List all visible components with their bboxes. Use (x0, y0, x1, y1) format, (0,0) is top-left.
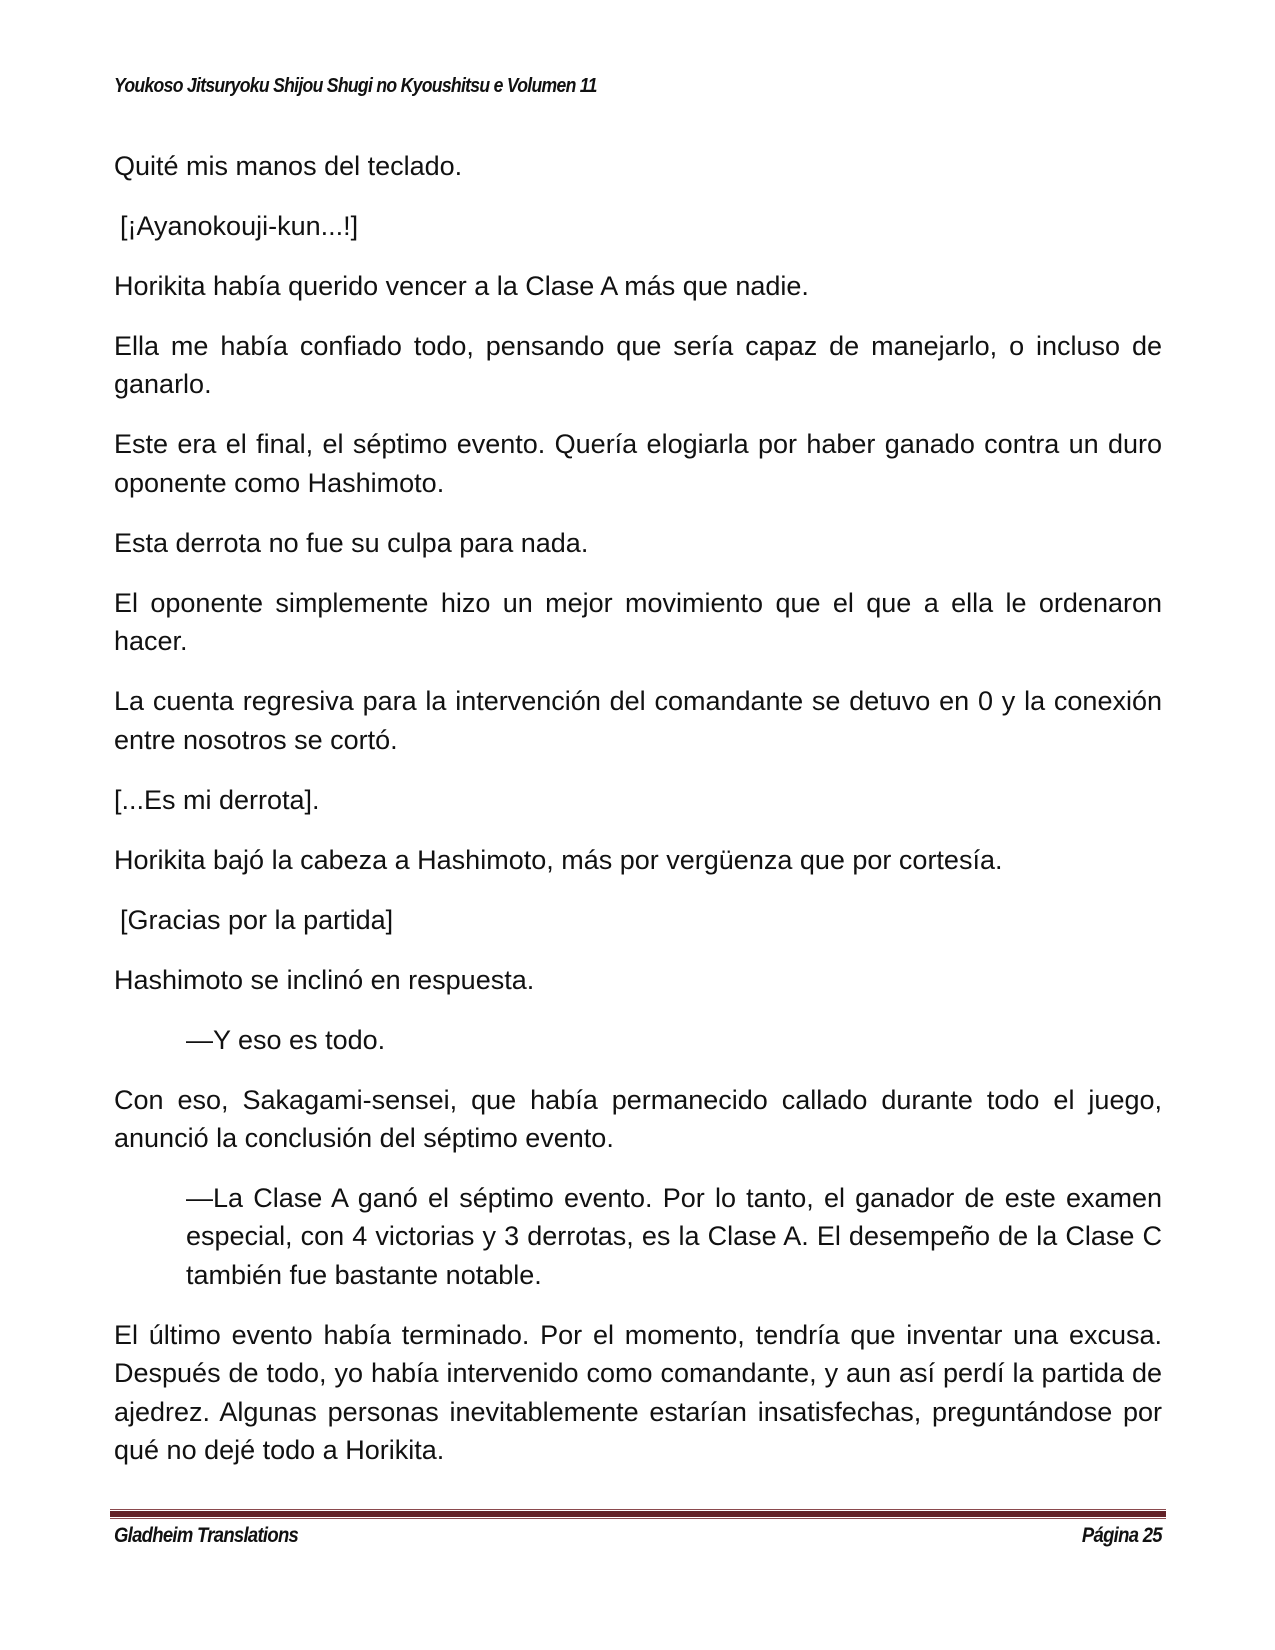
paragraph: El último evento había terminado. Por el momento, tendría que inventar una excusa. Después de todo, yo había intervenido como comandante, y aun así perdí la partida de ajedrez. Algunas personas inevitablemente estarían insatisfechas, preguntándose por qué no dejé todo a Horikita. (114, 1319, 1162, 1466)
paragraph: Esta derrota no fue su culpa para nada. (114, 527, 589, 558)
paragraph: La cuenta regresiva para la intervención del comandante se detuvo en 0 y la conexión entre nosotros se cortó. (114, 686, 1162, 755)
paragraph: Con eso, Sakagami-sensei, que había permanecido callado durante todo el juego, anunció la conclusión del séptimo evento. (114, 1084, 1162, 1154)
paragraph: Este era el final, el séptimo evento. Quería elogiarla por haber ganado contra un duro oponente como Hashimoto. (114, 429, 1162, 498)
paragraph: Horikita había querido vencer a la Clase A más que nadie. (114, 271, 809, 301)
dialogue-paragraph: [Gracias por la partida] (120, 904, 394, 935)
paragraph: Hashimoto se inclinó en respuesta. (114, 964, 535, 995)
paragraph: Horikita bajó la cabeza a Hashimoto, más por vergüenza que por cortesía. (114, 844, 1003, 875)
page-body (114, 147, 1162, 1491)
footer-credit: Gladheim Translations (114, 1524, 299, 1547)
indented-dialogue: —La Clase A ganó el séptimo evento. Por lo tanto, el ganador de este examen especial, con 4 victorias y 3 derrotas, es la Clase A. El desempeño de la Clase C también fue bastante notable. (186, 1183, 1162, 1290)
dialogue-paragraph: [...Es mi derrota]. (114, 784, 320, 815)
paragraph: Ella me había confiado todo, pensando que sería capaz de manejarlo, o incluso de ganarlo. (114, 331, 1162, 400)
page-number: Página 25 (1082, 1524, 1162, 1547)
dialogue-paragraph: [¡Ayanokouji-kun...!] (120, 211, 359, 241)
running-header: Youkoso Jitsuryoku Shijou Shugi no Kyoushitsu e Volumen 11 (114, 75, 597, 97)
paragraph: El oponente simplemente hizo un mejor movimiento que el que a ella le ordenaron hacer. (114, 587, 1162, 657)
footer-rule (110, 1509, 1166, 1519)
paragraph: Quité mis manos del teclado. (114, 151, 463, 181)
indented-dialogue: —Y eso es todo. (186, 1024, 386, 1055)
